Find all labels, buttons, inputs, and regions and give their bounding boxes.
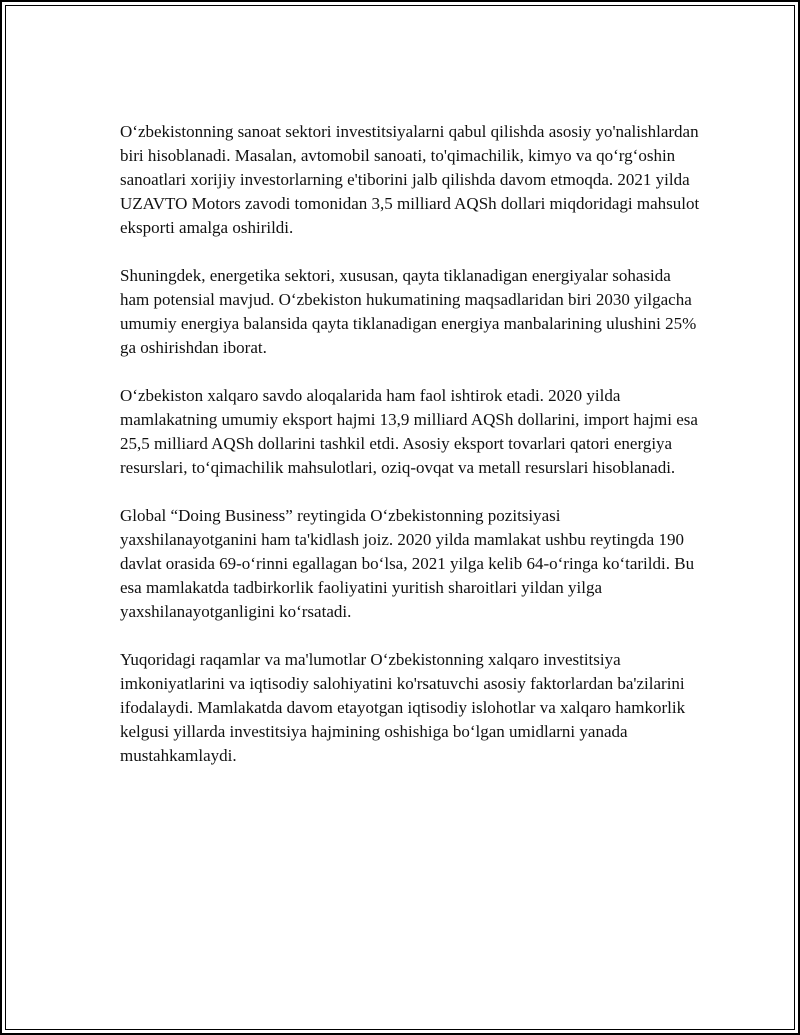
paragraph-doing-business: Global “Doing Business” reytingida O‘zbekistonning pozitsiyasi yaxshilanayotganini ham ta'kidlash joiz. 2020 yilda mamlakat ushbu reytingda 190 davlat orasida 69-o‘rinni egallagan bo‘lsa, 2021 yilga kelib 64-o‘ringa ko‘tarildi. Bu esa mamlakatda tadbirkorlik faoliyatini yuritish sharoitlari yildan yilga yaxshilanayotganligini ko‘rsatadi. (120, 506, 695, 621)
paragraph-energy-sector: Shuningdek, energetika sektori, xususan, qayta tiklanadigan energiyalar sohasida ham potensial mavjud. O‘zbekiston hukumatining maqsadlaridan biri 2030 yilgacha umumiy energiya balansida qayta tiklanadigan energiya manbalarining ulushini 25% ga oshirishdan iborat. (120, 266, 697, 357)
document-body (120, 120, 700, 792)
paragraph-industry-sector: O‘zbekistonning sanoat sektori investitsiyalarni qabul qilishda asosiy yo'nalishlardan biri hisoblanadi. Masalan, avtomobil sanoati, to'qimachilik, kimyo va qo‘rg‘oshin sanoatlari xorijiy investorlarning e'tiborini jalb qilishda davom etmoqda. 2021 yilda UZAVTO Motors zavodi tomonidan 3,5 milliard AQSh dollari miqdoridagi mahsulot eksporti amalga oshirildi. (120, 122, 700, 237)
paragraph-conclusion: Yuqoridagi raqamlar va ma'lumotlar O‘zbekistonning xalqaro investitsiya imkoniyatlarini va iqtisodiy salohiyatini ko'rsatuvchi asosiy faktorlardan ba'zilarini ifodalaydi. Mamlakatda davom etayotgan iqtisodiy islohotlar va xalqaro hamkorlik kelgusi yillarda investitsiya hajmining oshishiga bo‘lgan umidlarni yanada mustahkamlaydi. (120, 650, 686, 765)
paragraph-foreign-trade: O‘zbekiston xalqaro savdo aloqalarida ham faol ishtirok etadi. 2020 yilda mamlakatning umumiy eksport hajmi 13,9 milliard AQSh dollarini, import hajmi esa 25,5 milliard AQSh dollarini tashkil etdi. Asosiy eksport tovarlari qatori energiya resurslari, to‘qimachilik mahsulotlari, oziq-ovqat va metall resurslari hisoblanadi. (120, 386, 698, 477)
